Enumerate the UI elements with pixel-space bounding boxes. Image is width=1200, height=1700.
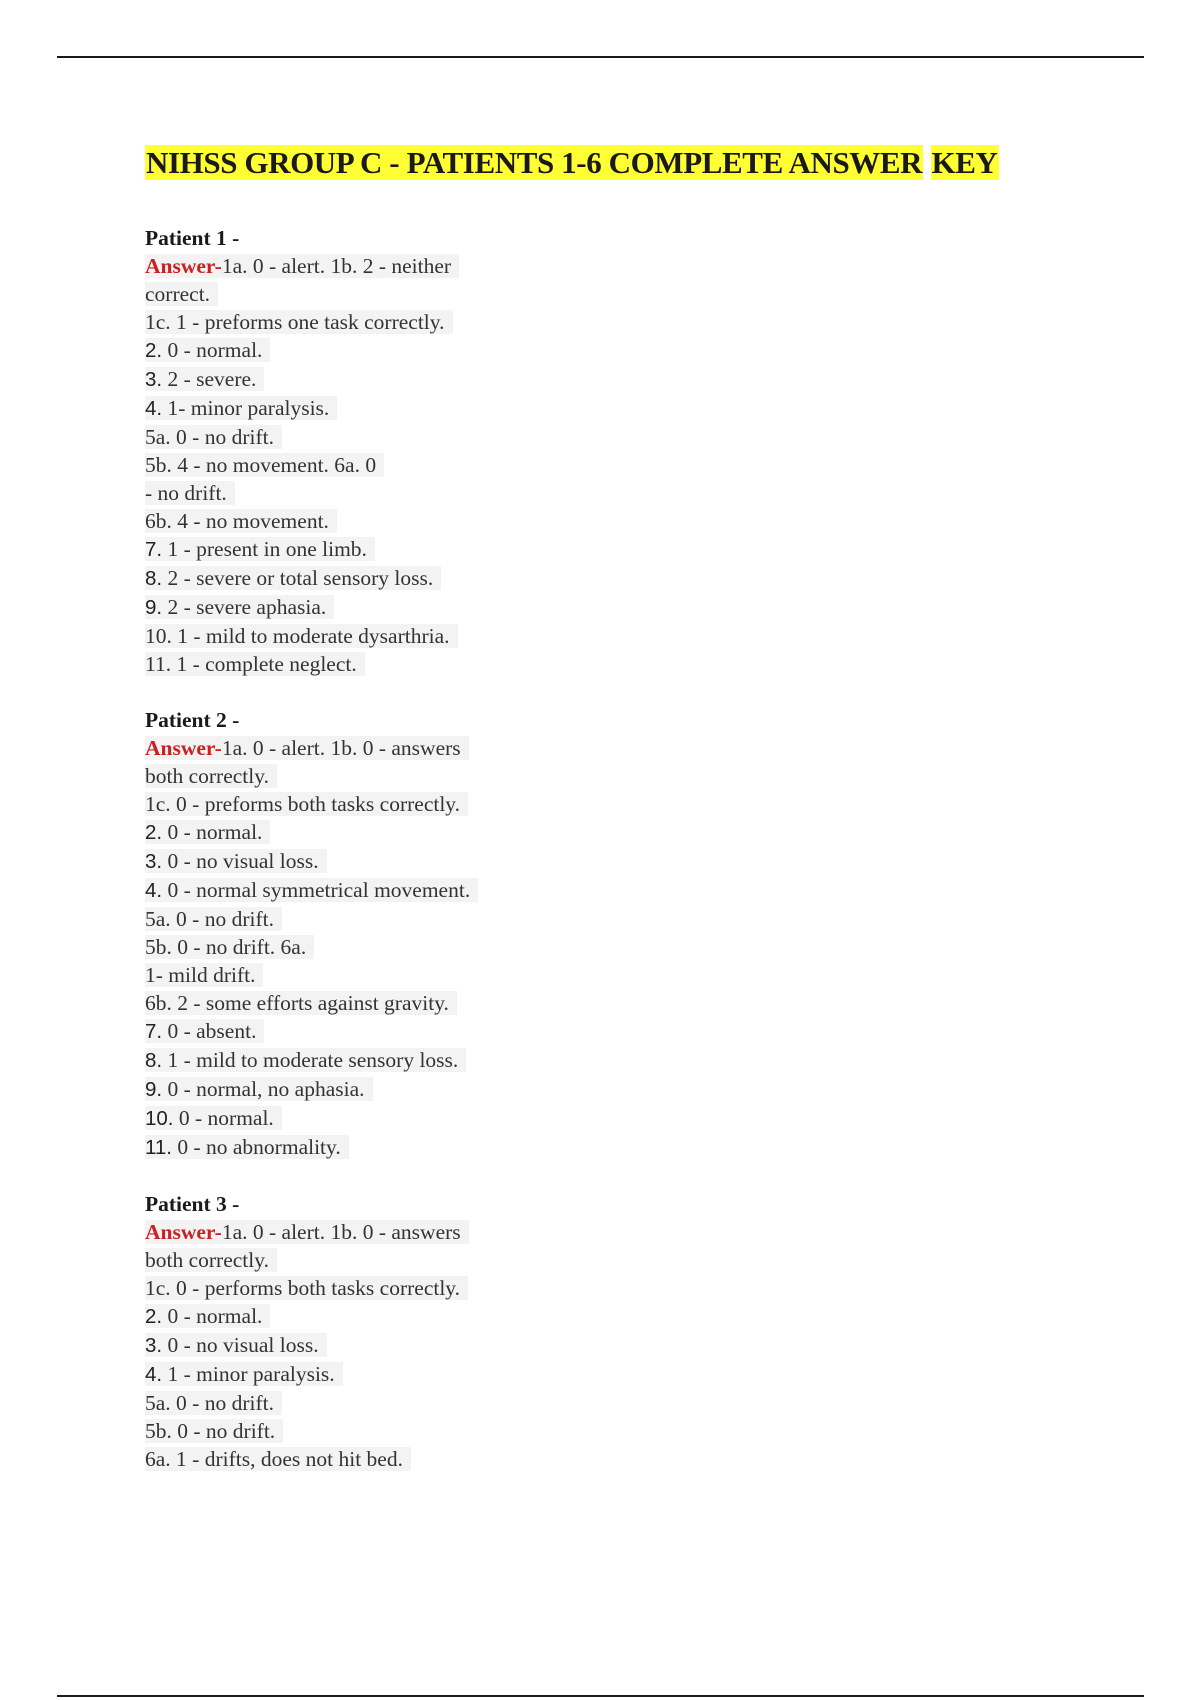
- answer-item-shade: [145, 1447, 411, 1471]
- item-text: 1c. 1 - preforms one task correctly.: [145, 310, 445, 334]
- item-text: 1 - present in one limb.: [162, 537, 367, 561]
- item-number: 3.: [145, 850, 163, 873]
- answer-item: [145, 790, 845, 818]
- answer-item-shade: [145, 282, 218, 306]
- item-number: 2.: [145, 339, 163, 362]
- item-text: 5a. 0 - no drift.: [145, 907, 274, 931]
- bottom-rule: [57, 1695, 1144, 1697]
- item-text: 1 - mild to moderate sensory loss.: [162, 1048, 459, 1072]
- item-text: 2 - severe or total sensory loss.: [162, 566, 434, 590]
- item-text: 0 - no visual loss.: [162, 849, 319, 873]
- item-text: 1c. 0 - preforms both tasks correctly.: [145, 792, 461, 816]
- item-text: 11. 1 - complete neglect.: [145, 652, 357, 676]
- answer-item: [145, 989, 845, 1017]
- title-highlight-key: KEY: [931, 145, 998, 180]
- item-text: 0 - normal symmetrical movement.: [162, 878, 471, 902]
- item-number: 4.: [145, 1363, 163, 1386]
- answer-item-shade: [145, 425, 282, 449]
- answer-item: [145, 876, 845, 905]
- item-text: 5a. 0 - no drift.: [145, 1391, 274, 1415]
- answer-item: [145, 1104, 845, 1133]
- answer-item: [145, 1389, 845, 1417]
- item-text: 5a. 0 - no drift.: [145, 425, 274, 449]
- title-highlight-main: NIHSS GROUP C - PATIENTS 1-6 COMPLETE ANSWER: [146, 145, 923, 180]
- answer-item: [145, 1360, 845, 1389]
- answer-item-shade: [145, 764, 277, 788]
- answer-item-shade: [145, 878, 478, 902]
- answer-item-shade: [145, 566, 441, 590]
- answer-item-shade: [145, 624, 458, 648]
- answer-item-shade: [145, 652, 365, 676]
- item-text: 0 - normal.: [173, 1106, 274, 1130]
- item-number: 7.: [145, 1020, 163, 1043]
- answer-item: [145, 423, 845, 451]
- answer-item: [145, 1133, 845, 1162]
- answer-key-body: [145, 224, 845, 1501]
- answer-first-text: 1a. 0 - alert. 1b. 0 - answers: [221, 736, 461, 760]
- answer-item: [145, 1075, 845, 1104]
- answer-item: [145, 564, 845, 593]
- answer-item: [145, 961, 845, 989]
- answer-item: [145, 1046, 845, 1075]
- item-number: 3.: [145, 368, 163, 391]
- item-text: 0 - normal.: [162, 820, 263, 844]
- item-text: both correctly.: [145, 764, 269, 788]
- answer-item-shade: [145, 1304, 270, 1328]
- answer-item-shade: [145, 1391, 282, 1415]
- answer-item: [145, 1246, 845, 1274]
- answer-item: [145, 365, 845, 394]
- patient-heading: Patient 2 -: [145, 708, 240, 732]
- answer-item: [145, 1017, 845, 1046]
- item-text: 10. 1 - mild to moderate dysarthria.: [145, 624, 450, 648]
- answer-item: [145, 336, 845, 365]
- answer-item-shade: [145, 963, 263, 987]
- item-text: 0 - normal, no aphasia.: [162, 1077, 365, 1101]
- item-number: 8.: [145, 567, 163, 590]
- item-text: 2 - severe.: [162, 367, 257, 391]
- item-text: 1- mild drift.: [145, 963, 256, 987]
- answer-item-shade: [145, 907, 282, 931]
- answer-item: [145, 1331, 845, 1360]
- answer-item-shade: [145, 595, 334, 619]
- item-text: 6b. 4 - no movement.: [145, 509, 329, 533]
- answer-label: Answer-: [145, 736, 222, 760]
- answer-item: [145, 479, 845, 507]
- answer-item-shade: [145, 338, 270, 362]
- item-number: 9.: [145, 596, 163, 619]
- answer-item: [145, 1274, 845, 1302]
- item-text: - no drift.: [145, 481, 227, 505]
- answer-text: [145, 1220, 469, 1244]
- answer-label: Answer-: [145, 254, 222, 278]
- answer-item: [145, 507, 845, 535]
- answer-item: [145, 847, 845, 876]
- item-text: 6b. 2 - some efforts against gravity.: [145, 991, 449, 1015]
- answer-item-shade: [145, 1048, 466, 1072]
- item-text: 0 - absent.: [162, 1019, 257, 1043]
- patient-section: [145, 706, 845, 1162]
- answer-item: [145, 622, 845, 650]
- item-number: 8.: [145, 1049, 163, 1072]
- answer-item: [145, 394, 845, 423]
- answer-line: [145, 1218, 845, 1246]
- answer-line: [145, 734, 845, 762]
- answer-item: [145, 650, 845, 678]
- answer-item: [145, 451, 845, 479]
- answer-item: [145, 593, 845, 622]
- answer-item-shade: [145, 849, 327, 873]
- item-text: 5b. 0 - no drift.: [145, 1419, 276, 1443]
- patient-section: [145, 1190, 845, 1473]
- answer-item: [145, 818, 845, 847]
- item-number: 10.: [145, 1107, 174, 1130]
- answer-item-shade: [145, 1248, 277, 1272]
- item-number: 11.: [145, 1136, 172, 1159]
- item-text: both correctly.: [145, 1248, 269, 1272]
- answer-first-text: 1a. 0 - alert. 1b. 0 - answers: [221, 1220, 461, 1244]
- item-text: 0 - normal.: [162, 1304, 263, 1328]
- item-text: 1 - minor paralysis.: [162, 1362, 335, 1386]
- answer-item-shade: [145, 935, 314, 959]
- answer-item: [145, 933, 845, 961]
- answer-item-shade: [145, 396, 337, 420]
- patient-heading: Patient 3 -: [145, 1192, 240, 1216]
- answer-item-shade: [145, 509, 337, 533]
- answer-item-shade: [145, 991, 457, 1015]
- answer-item-shade: [145, 1362, 343, 1386]
- answer-item: [145, 535, 845, 564]
- item-number: 3.: [145, 1334, 163, 1357]
- answer-item: [145, 1445, 845, 1473]
- item-number: 4.: [145, 397, 163, 420]
- answer-item-shade: [145, 820, 270, 844]
- top-rule: [57, 56, 1144, 58]
- item-text: 0 - no visual loss.: [162, 1333, 319, 1357]
- answer-item-shade: [145, 1077, 373, 1101]
- answer-item-shade: [145, 481, 235, 505]
- answer-item: [145, 905, 845, 933]
- item-text: 0 - no abnormality.: [171, 1135, 341, 1159]
- item-number: 4.: [145, 879, 163, 902]
- document-title: [145, 143, 999, 183]
- answer-item: [145, 1302, 845, 1331]
- item-number: 9.: [145, 1078, 163, 1101]
- item-text: correct.: [145, 282, 211, 306]
- answer-item-shade: [145, 1019, 264, 1043]
- answer-item: [145, 308, 845, 336]
- answer-item-shade: [145, 1276, 468, 1300]
- answer-item-shade: [145, 1135, 349, 1159]
- item-text: 5b. 4 - no movement. 6a. 0: [145, 453, 377, 477]
- answer-item-shade: [145, 792, 468, 816]
- answer-item-shade: [145, 367, 264, 391]
- answer-item: [145, 762, 845, 790]
- answer-item-shade: [145, 1333, 327, 1357]
- answer-line: [145, 252, 845, 280]
- item-text: 0 - normal.: [162, 338, 263, 362]
- answer-item: [145, 1417, 845, 1445]
- answer-text: [145, 254, 459, 278]
- item-text: 5b. 0 - no drift. 6a.: [145, 935, 307, 959]
- patient-heading: Patient 1 -: [145, 226, 240, 250]
- answer-item-shade: [145, 1106, 282, 1130]
- answer-item-shade: [145, 453, 384, 477]
- item-number: 2.: [145, 1305, 163, 1328]
- item-number: 7.: [145, 538, 163, 561]
- answer-item-shade: [145, 310, 453, 334]
- item-text: 1c. 0 - performs both tasks correctly.: [145, 1276, 461, 1300]
- item-text: 6a. 1 - drifts, does not hit bed.: [145, 1447, 403, 1471]
- item-text: 1- minor paralysis.: [162, 396, 330, 420]
- patient-section: [145, 224, 845, 678]
- answer-label: Answer-: [145, 1220, 222, 1244]
- answer-item-shade: [145, 537, 375, 561]
- answer-first-text: 1a. 0 - alert. 1b. 2 - neither: [221, 254, 452, 278]
- answer-text: [145, 736, 469, 760]
- answer-item: [145, 280, 845, 308]
- item-number: 2.: [145, 821, 163, 844]
- answer-item-shade: [145, 1419, 283, 1443]
- item-text: 2 - severe aphasia.: [162, 595, 327, 619]
